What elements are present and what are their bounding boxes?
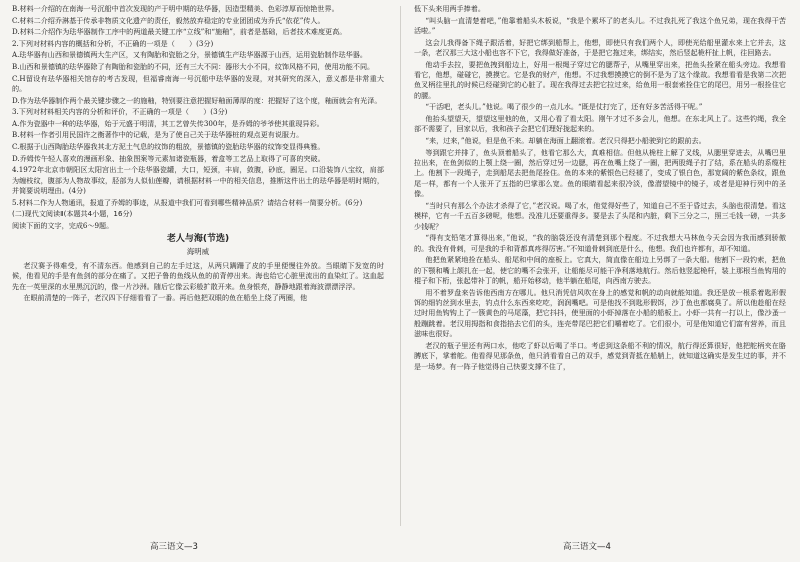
article-paragraph: “得有支铅笔才算得出来，”他说，“我的脑袋还没有清楚到那个程度。不过我想大马林鱼今天会因为我而感到骄傲的。我没有骨刺，可是我的手和背都真疼得厉害。”不知道骨刺到底是什么，他想。我们也许都有，却不知道。	[414, 233, 786, 253]
question-option: A.作为瓷器中一种的珐华器，始于元盛于明清，其工艺曾失传300年，是乔姆的爷爷使其重现异彩。	[12, 118, 324, 128]
right-page-column	[414, 4, 786, 532]
page-divider	[400, 6, 401, 526]
question-option: C.H留设有珐华器相关馆存的考古发现，但福睿南海一号沉船中珐华器的发现，对其研究的深入，意义都是非常重大的。	[12, 73, 384, 93]
article-title: 老人与海(节选)	[166, 234, 230, 245]
question-option: D.作为珐华器制作两个最关键步骤之一的施釉，特别要注意把握好釉面薄厚的度：把握好了这个度，釉面就会有光泽。	[12, 95, 382, 105]
article-paragraph: 等到跟它并排了，鱼头顶着船头了，他看它那么大，真难相信。但他从桅柱上解了叉线，从腮里穿进去，从嘴巴里拉出来，在鱼剑似的上颚上绕一圈，然后穿过另一边腮，再在鱼嘴上绕了一圈，把两股绳子打了结，系在船头的系缆柱上。他割下一段绳子，走到船尾去把鱼尾拴住。鱼的本来的紫银色已经褪了，变成了银白色，那宽阔的紫色条纹，跟鱼尾一样，都有一个人张开了五指的巴掌那么宽。鱼的眼睛看起来很冷淡，像潜望镜中的镜子，或者是迎神行列中的圣像。	[414, 147, 786, 199]
question-stem: 5.材料二作为人物通讯，报道了乔姆的事迹，从报道中我们可看到哪些精神品质？请结合材料一简要分析。(6分)	[12, 197, 363, 207]
article-paragraph: “干活吧，老头儿。”他说。喝了很少的一点儿水。“既是仗打完了，还有好多苦活得干呢。”	[425, 102, 703, 112]
article-paragraph: 他把鱼紧紧地拴在船头、船尾和中间的座板上。它真大，简直像在船边上另绑了一条大船。他割下一段钓索，把鱼的下颚和嘴上颌扎在一起，使它的嘴不会张开，让船能尽可能干净利落地航行。然后他竖起桅杆，装上那根当鱼钩用的棍子和下桁，张起带补丁的帆，船开始移动，他半躺在船尾，向西南方驶去。	[414, 255, 786, 286]
question-stem: 3.下列对材料相关内容的分析和评价，不正确的一项是（ ）(3分)	[12, 107, 228, 117]
article-paragraph: 低下头来用两手捧着。	[414, 4, 485, 13]
question-option: D.乔姆传午轻人喜欢的漫画形象、抽象图案等元素加诸瓷瓶器，着盒等工艺品上取得了可喜的突破。	[12, 153, 325, 163]
article-paragraph: “叫头脑一直清楚着吧，”他靠着船头木板说，“我是个累坏了的老头儿。不过我扎死了我这个鱼兄弟，现在我得干苦活啦。”	[414, 15, 786, 35]
article-paragraph: 他动手去拉，要把鱼拽到船边上，好用一根绳子穿过它的腮帮子，从嘴里穿出来，把鱼头拴紧在船头旁边。我想看看它，他想，碰碰它，摸摸它。它是我的财产，他想。不过我想摸摸它的倒不是为了这个缘故。我想看看是我第二次把鱼叉柄往里扎的时候已经碰到它的心脏了。现在我得过去把它拉过来，给鱼用一根套索拴住它的尾巴，用另一根拴住它的腰。	[414, 59, 786, 100]
section-instruction: 阅读下面的文字，完成6～9题。	[12, 220, 114, 230]
article-author: 海明威	[186, 247, 210, 257]
question-option: B.山西和景德镇的珐华器除了有陶胎和瓷胎的不同，还有三大不同：器形大小不同，纹饰风格不同，使用功能不同。	[12, 61, 375, 71]
question-option: B.材料一介绍的在南海一号沉船中首次发现的产于明中期的珐华器，因造型精美、色彩淳厚而惊艳世界。	[12, 4, 339, 13]
question-stem: 4.1972年北京市朝阳区太阳宫出土一个珐华器瓷罐，大口，短颈，丰肩，敛腹，砂底，圈足。口沿装饰八宝纹，肩部为缠枝纹，腹部为人物故事纹，胫部为人似仙莲瓣，请根据材料一中的相关信息，推断这件出土的珐华器是明时期的，并简要说明理由。(4分)	[12, 165, 384, 195]
article-paragraph: “来，过来，”他说，但是鱼不来。却躺在海面上翻滚着。老汉只得把小船驶到它的跟前去。	[425, 136, 706, 145]
article-paragraph: “当时只有那么个办法才杀得了它，”老汉说。喝了水，他觉得好些了，知道自己不至于昏过去，头脑也很清楚。看这模样，它有一千五百多磅呢，他想。没准儿还要重得多。要是去了头尾和内脏，剩下三分之二，照三毛钱一磅，一共多少钱呢？	[414, 200, 786, 231]
article-paragraph: 这会儿我得备下绳子跟活着，好把它绑到船帮上，他想，即使只有我们两个人，即使光给船里灌水来上它并去，这一条，老汉那三大这小船也容不下它，我得做好准备，于是把它拖过来，绑结实，然后竖起桅杆扯上帆，往回路去。	[414, 37, 786, 57]
left-page-column	[12, 4, 384, 532]
article-paragraph: 用不着罗盘来告诉他西南方在哪儿。他只消凭信风吹在身上的感觉和帆的动向就能知道。我还是放一根系着匙形假饵的细钓丝到水里去，钓点什么东西来吃吃，润润嘴吧。可是他找不到匙形假饵，沙丁鱼也都腐臭了。所以他趁船在经过时用鱼钩钩上了一簇黄色的马尾藻，把它抖抖，使里面的小虾掉落在小船的船板上。小虾一共有一打以上，像沙蚤一般蹦跳着。老汉用拇指和食指掐去它们的头，连壳带尾巴把它们嚼着吃了。它们很小，可是他知道它们富有营养，而且滋味也很好。	[414, 287, 786, 339]
page-footer-right: 高三语文—4	[563, 542, 611, 552]
article-paragraph: 在眼前清楚的一阵子，老汉四下仔细看看了一番。再后他把双眼的鱼在船坐上绕了两圈，他	[23, 293, 308, 303]
page-footer-left: 高三语文—3	[150, 542, 198, 552]
question-stem: 2.下列对材料内容的概括和分析，不正确的一项是（ ）(3分)	[12, 38, 214, 48]
article-paragraph: 老汉的瓶子里还有两口水，他吃了虾以后喝了半口。考虑到这条船不利的情况，航行得还算很好，他把舵柄夹在胳膊底下，掌着舵。他看得见那条鱼，他只消看看自己的双手，感觉到背抵在船艄上，就知道这确实是发生过的事，并不是一场梦。有一阵子他觉得自己快要支撑不住了，	[414, 340, 786, 371]
question-option: A.珐华器有山西和景德镇两大生产区，又有陶胎和瓷胎之分，景德镇生产珐华器源于山西，运用瓷胎制作珐华器。	[12, 50, 367, 60]
article-paragraph: 他抬头望望天，望望这里他的鱼，又用心看了看太阳。刚午才过不多会儿，他想。在东北风上了。这些钓绳，我全部不需要了，回家以后，我和孩子会把它们理好拢起来的。	[414, 114, 786, 134]
article-paragraph: 老汉赛予得难受，有不清东西。他感到自己的左手过这，从两只蹒跚了皮的手里便慢往外放。当眼睛下发宽的时候，他看见的手是有鱼剑的部分在痛了。又把子鲁的鱼线从鱼的前背停出来。海也给它心脏里流出的血染红了。这血起先在一英里深的水里黑沉沉的，像一片沙洲。随后它像云彩般扩散开来。鱼身银亮，静静地跟着海波漂漂浮浮。	[12, 260, 384, 291]
question-option: C.材料二介绍乔淋基于传承非物质文化遗产的责任，毅然放弃稳定的专业团团成为乔氏“依花”传人。	[12, 15, 325, 25]
question-option: D.材料二介绍作为珐华器制作工序中的两道最关键工序“立线”和“施釉”，前者是基础，后者技术难度更高。	[12, 27, 347, 37]
question-option: C.根据于山西陶胎珐华器我其北方泥土气息的纹饰的粗放，景德镇的瓷胎珐华器的纹饰变显得典雅。	[12, 141, 325, 151]
question-option: B.材料一作者引用民国许之衡著作中的记载，是为了使自己关于珐华器桩的观点更有说服力。	[12, 130, 304, 140]
section-heading: (二)现代文阅读Ⅱ(本题共4小题，16分)	[12, 209, 133, 219]
